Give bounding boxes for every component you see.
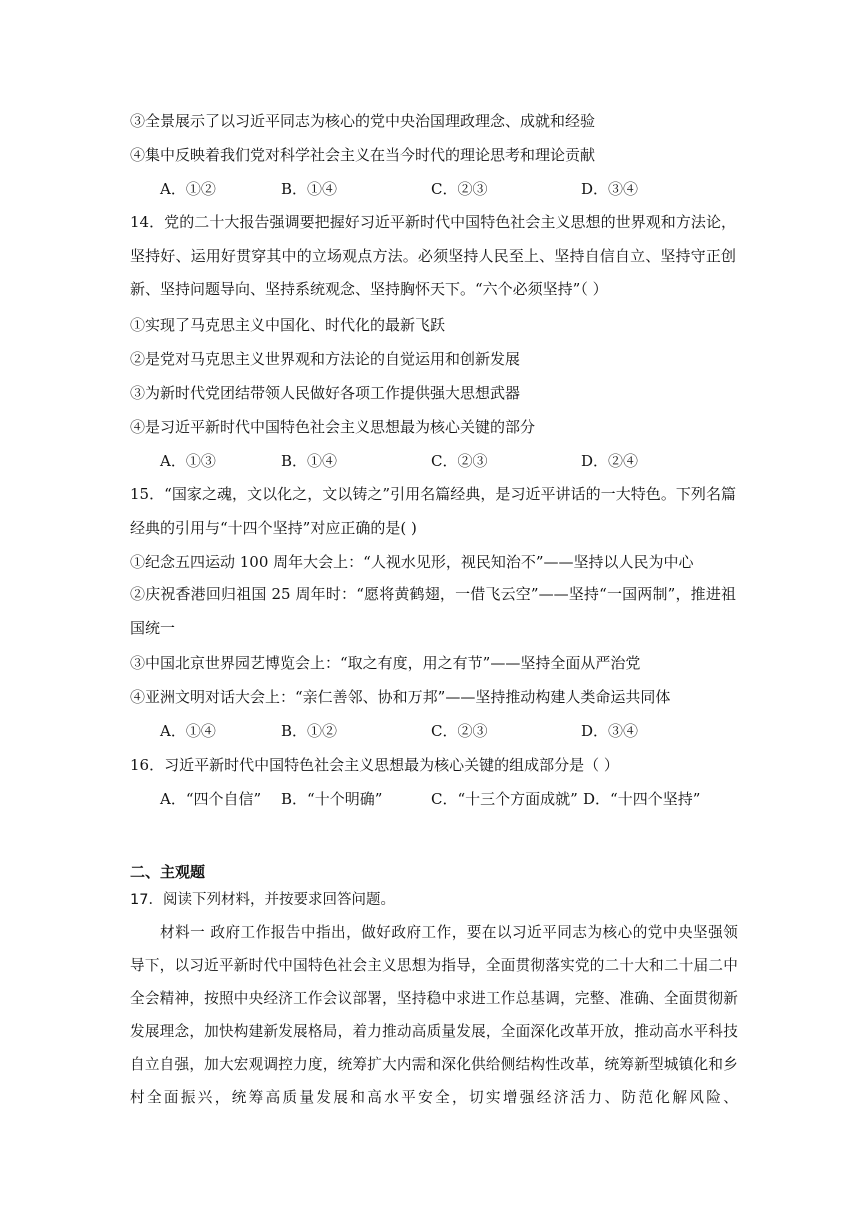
q15-stem: 15．“国家之魂，文以化之，文以铸之”引用名篇经典，是习近平讲话的一大特色。下列名篇经典的引用与“十四个坚持”对应正确的是( ) <box>130 485 736 537</box>
q15-option-d[interactable]: D．③④ <box>581 722 639 740</box>
q15-option-a[interactable]: A．①④ <box>160 722 216 740</box>
q14-statement-4: ④是习近平新时代中国特色社会主义思想最为核心关键的部分 <box>130 418 536 436</box>
q13-option-b[interactable]: B．①④ <box>281 180 338 198</box>
q15-statement-2: ②庆祝香港回归祖国 25 周年时：“愿将黄鹤翅，一借飞云空”——坚持“一国两制”，推进祖国统一 <box>130 585 736 637</box>
q13-option-d[interactable]: D．③④ <box>581 180 639 198</box>
q15-option-b[interactable]: B．①② <box>281 722 338 740</box>
q14-stem: 14．党的二十大报告强调要把握好习近平新时代中国特色社会主义思想的世界观和方法论，坚持好、运用好贯穿其中的立场观点方法。必须坚持人民至上、坚持自信自立、坚持守正创新、坚持问题导向、坚持系统观念、坚持胸怀天下。“六个必须坚持”（ ） <box>130 213 736 298</box>
section-title: 二、主观题 <box>130 863 206 881</box>
q15-statement-1: ①纪念五四运动 100 周年大会上：“人视水见形，视民知治不”——坚持以人民为中心 <box>130 553 694 571</box>
q17-material-1: 材料一 政府工作报告中指出，做好政府工作，要在以习近平同志为核心的党中央坚强领导下，以习近平新时代中国特色社会主义思想为指导，全面贯彻落实党的二十大和二十届二中全会精神，按照中央经济工作会议部署，坚持稳中求进工作总基调，完整、准确、全面贯彻新发展理念，加快构建新发展格局，着力推动高质量发展，全面深化改革开放，推动高水平科技自立自强，加大宏观调控力度，统筹扩大内需和深化供给侧结构性改革，统筹新型城镇化和乡村全面振兴，统筹高质量发展和高水平安全，切实增强经济活力、防范化解风险、 <box>130 924 738 1106</box>
q14-option-d[interactable]: D．②④ <box>581 452 639 470</box>
q14-option-c[interactable]: C．②③ <box>431 452 488 470</box>
q13-option-c[interactable]: C．②③ <box>431 180 488 198</box>
q14-statement-3: ③为新时代党团结带领人民做好各项工作提供强大思想武器 <box>130 384 521 402</box>
q16-option-d[interactable]: D．“十四个坚持” <box>583 790 701 808</box>
q17-stem: 17．阅读下列材料，并按要求回答问题。 <box>130 892 395 908</box>
q14-option-a[interactable]: A．①③ <box>160 452 216 470</box>
q13-statement-4: ④集中反映着我们党对科学社会主义在当今时代的理论思考和理论贡献 <box>130 146 596 164</box>
q13-option-a[interactable]: A．①② <box>160 180 216 198</box>
q16-stem: 16．习近平新时代中国特色社会主义思想最为核心关键的组成部分是（ ） <box>130 756 619 774</box>
q15-statement-4: ④亚洲文明对话大会上：“亲仁善邻、协和万邦”——坚持推动构建人类命运共同体 <box>130 688 671 706</box>
q15-statement-3: ③中国北京世界园艺博览会上：“取之有度，用之有节”——坚持全面从严治党 <box>130 654 641 672</box>
q14-option-b[interactable]: B．①④ <box>281 452 338 470</box>
q16-option-a[interactable]: A．“四个自信” <box>160 790 262 808</box>
q16-option-b[interactable]: B．“十个明确” <box>281 790 383 808</box>
q15-option-c[interactable]: C．②③ <box>431 722 488 740</box>
q14-statement-1: ①实现了马克思主义中国化、时代化的最新飞跃 <box>130 316 446 334</box>
q14-statement-2: ②是党对马克思主义世界观和方法论的自觉运用和创新发展 <box>130 350 521 368</box>
q13-statement-3: ③全景展示了以习近平同志为核心的党中央治国理政理念、成就和经验 <box>130 112 596 130</box>
q16-option-c[interactable]: C．“十三个方面成就” <box>431 790 578 808</box>
